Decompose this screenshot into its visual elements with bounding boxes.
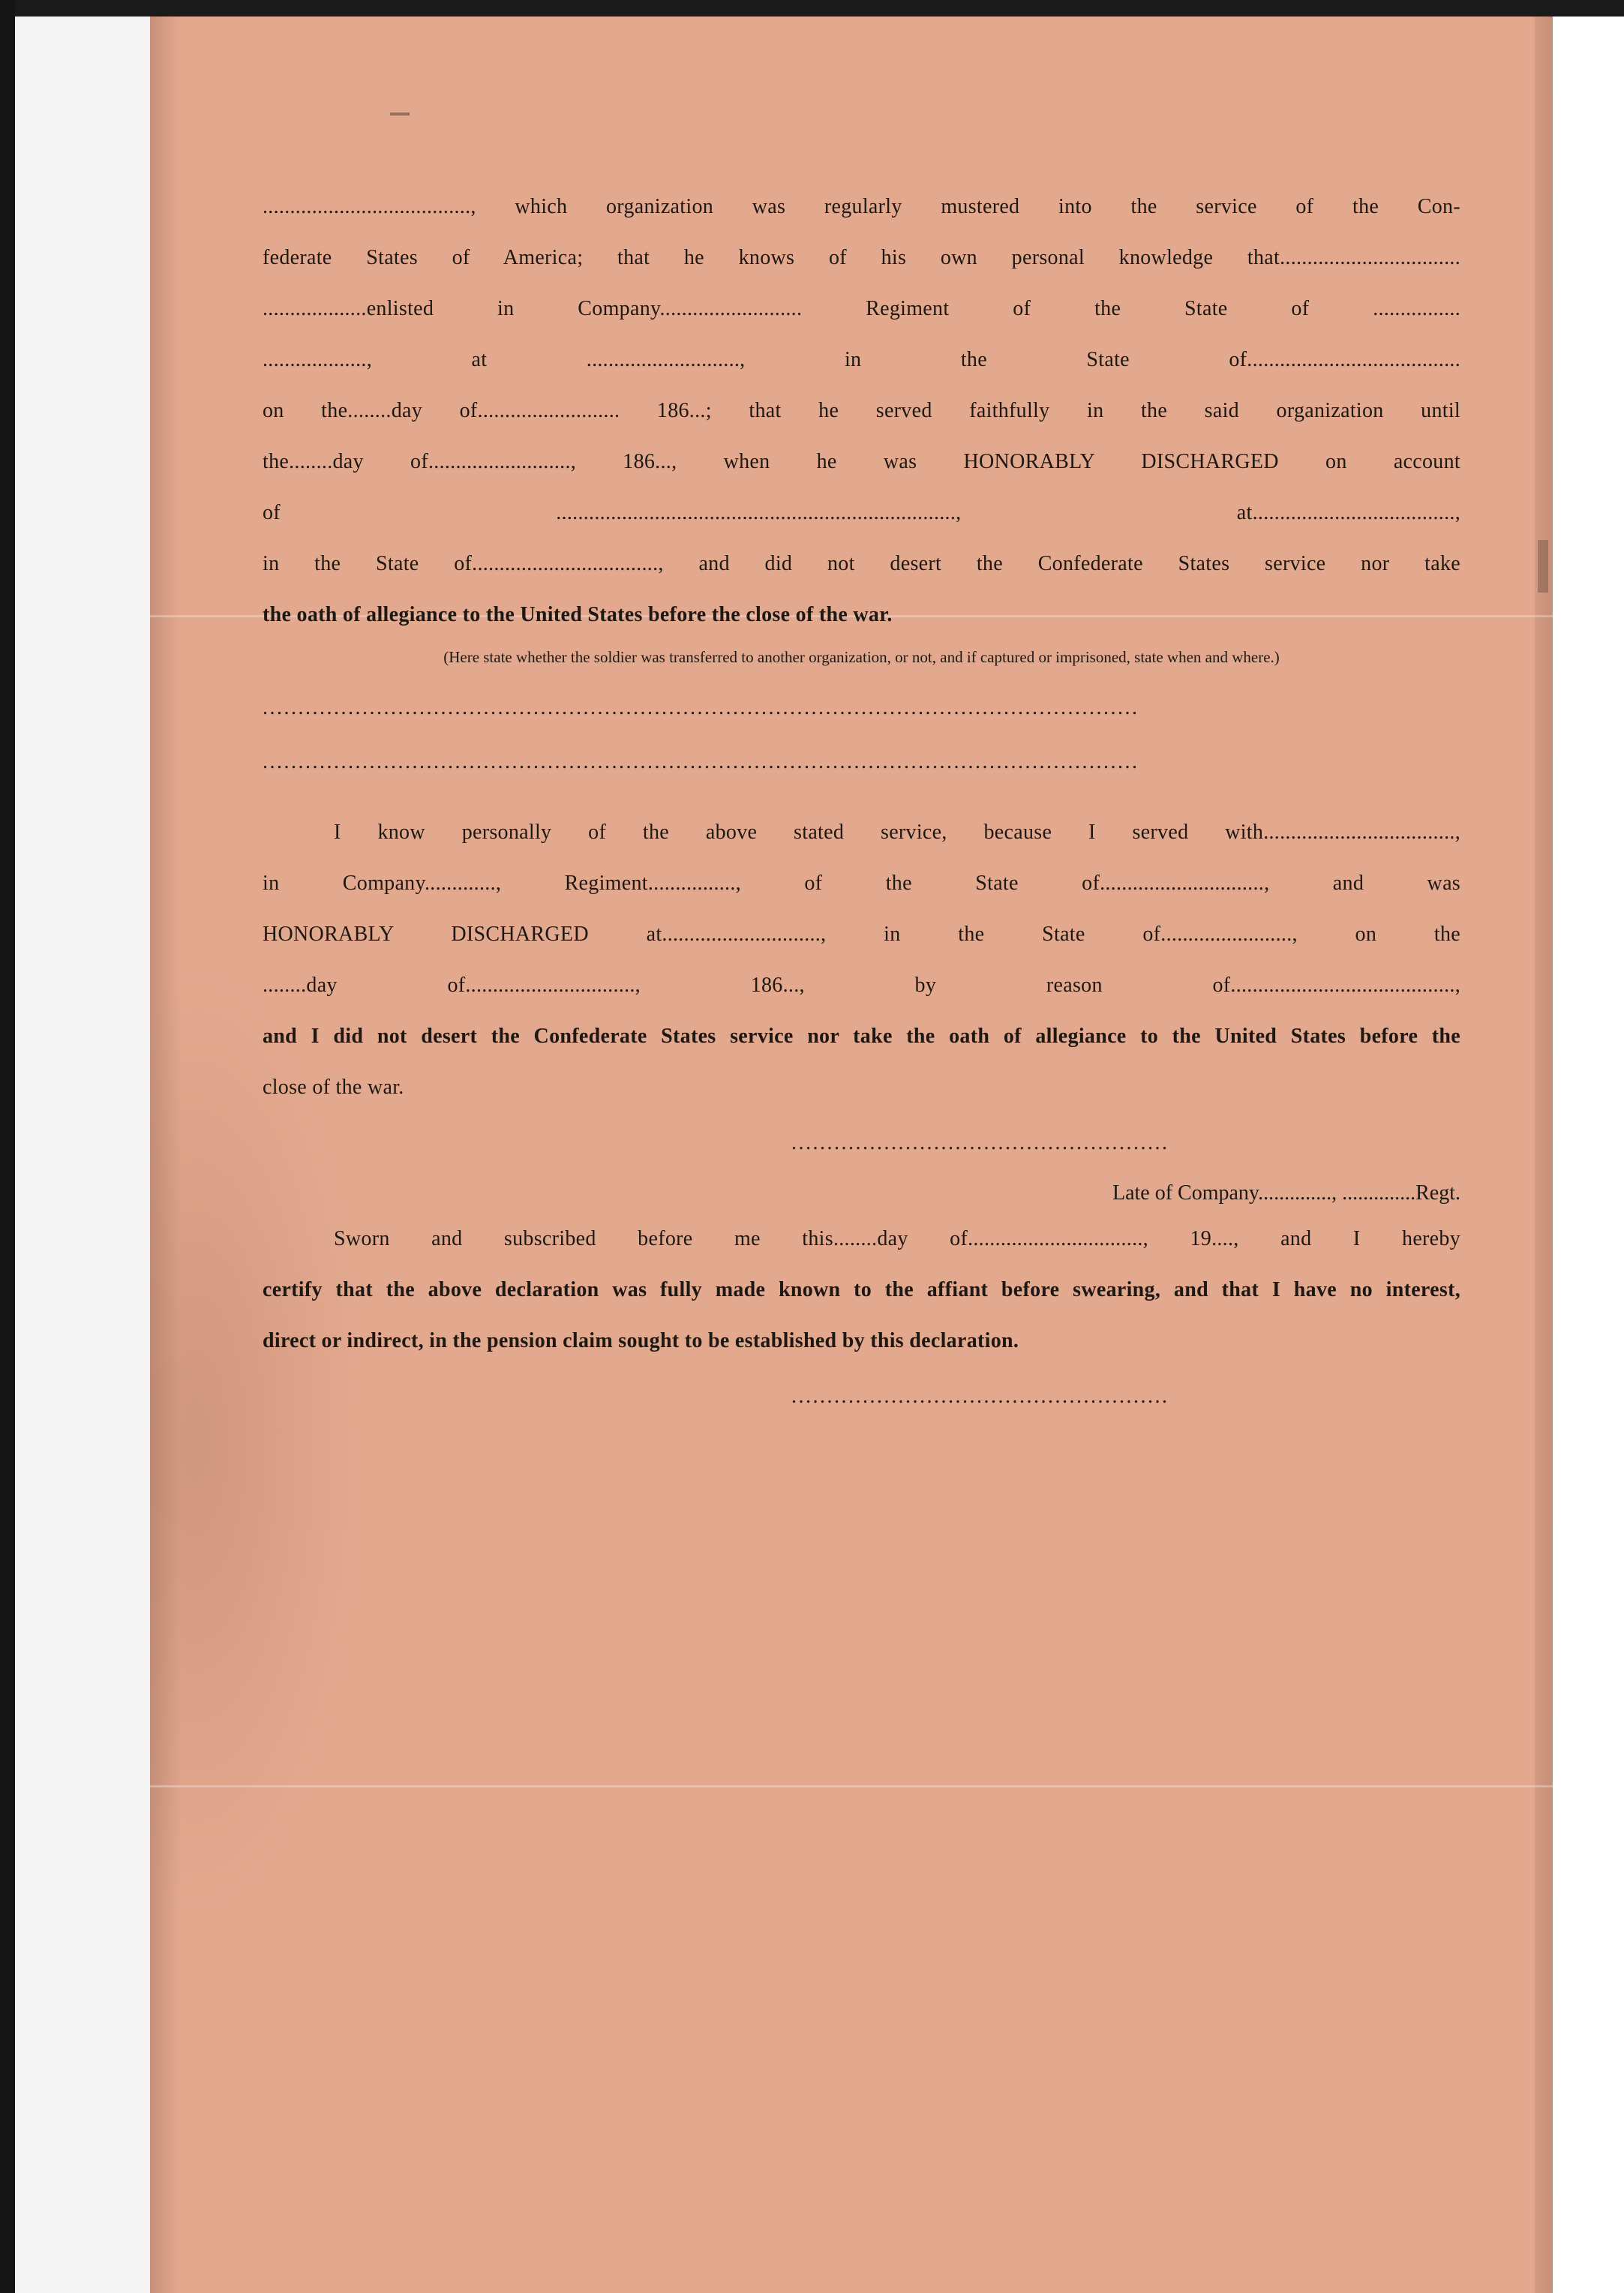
pension-declaration-form <box>263 188 1460 1421</box>
sworn-line: certify that the above declaration was fully made known to the affiant before swearing, and that I have no interest, <box>263 1278 1460 1301</box>
blank-fill-line: ........................................................................................................................... <box>263 696 1139 719</box>
affidavit-line: ........day of..............................., 186..., by reason of........................................., <box>263 974 1460 997</box>
instruction-note: (Here state whether the soldier was transferred to another organization, or not, and if captured or imprisoned, state when and where.) <box>443 648 1280 666</box>
affidavit-line: HONORABLY DISCHARGED at............................., in the State of........................, on the <box>263 923 1460 946</box>
form-line: of ........................................................................., at....................................., <box>263 501 1460 524</box>
notary-signature-line: ..................................................... <box>791 1385 1169 1408</box>
late-of-company-line: Late of Company.............., ..............Regt. <box>1112 1181 1460 1205</box>
form-line: the........day of.........................., 186..., when he was HONORABLY DISCHARGED on account <box>263 450 1460 473</box>
form-line: ......................................, which organization was regularly mustered into the service of the Con- <box>263 195 1460 218</box>
affidavit-line: and I did not desert the Confederate States service nor take the oath of allegiance to the United States before the <box>263 1025 1460 1048</box>
affidavit-line: I know personally of the above stated service, because I served with..................................., <box>334 821 1460 844</box>
scan-border-left <box>0 0 15 2293</box>
form-line: in the State of.................................., and did not desert the Confederate States service nor take <box>263 552 1460 575</box>
sworn-line: Sworn and subscribed before me this........day of................................, 19...., and I hereby <box>334 1227 1460 1250</box>
paper-blemish <box>390 113 410 116</box>
affiant-signature-line: ..................................................... <box>791 1131 1169 1154</box>
sworn-line: direct or indirect, in the pension claim sought to be established by this declaration. <box>263 1329 1019 1352</box>
scan-background <box>15 17 158 2293</box>
form-line: the oath of allegiance to the United States before the close of the war. <box>263 603 893 626</box>
blank-fill-line: ........................................................................................................................... <box>263 750 1139 773</box>
paper-fold <box>150 1785 1553 1787</box>
scan-border-top <box>0 0 1624 17</box>
paper-blemish <box>1538 540 1548 593</box>
form-line: on the........day of.......................... 186...; that he served faithfully in the said organization until <box>263 399 1460 422</box>
paper-right-edge <box>1535 17 1553 2293</box>
form-line: ...................enlisted in Company.......................... Regiment of the State of ................ <box>263 297 1460 320</box>
form-line: federate States of America; that he knows of his own personal knowledge that................................. <box>263 246 1460 269</box>
affidavit-line: close of the war. <box>263 1076 404 1099</box>
affidavit-line: in Company............., Regiment................, of the State of.............................., and was <box>263 872 1460 895</box>
form-line: ..................., at ............................, in the State of....................................... <box>263 348 1460 371</box>
